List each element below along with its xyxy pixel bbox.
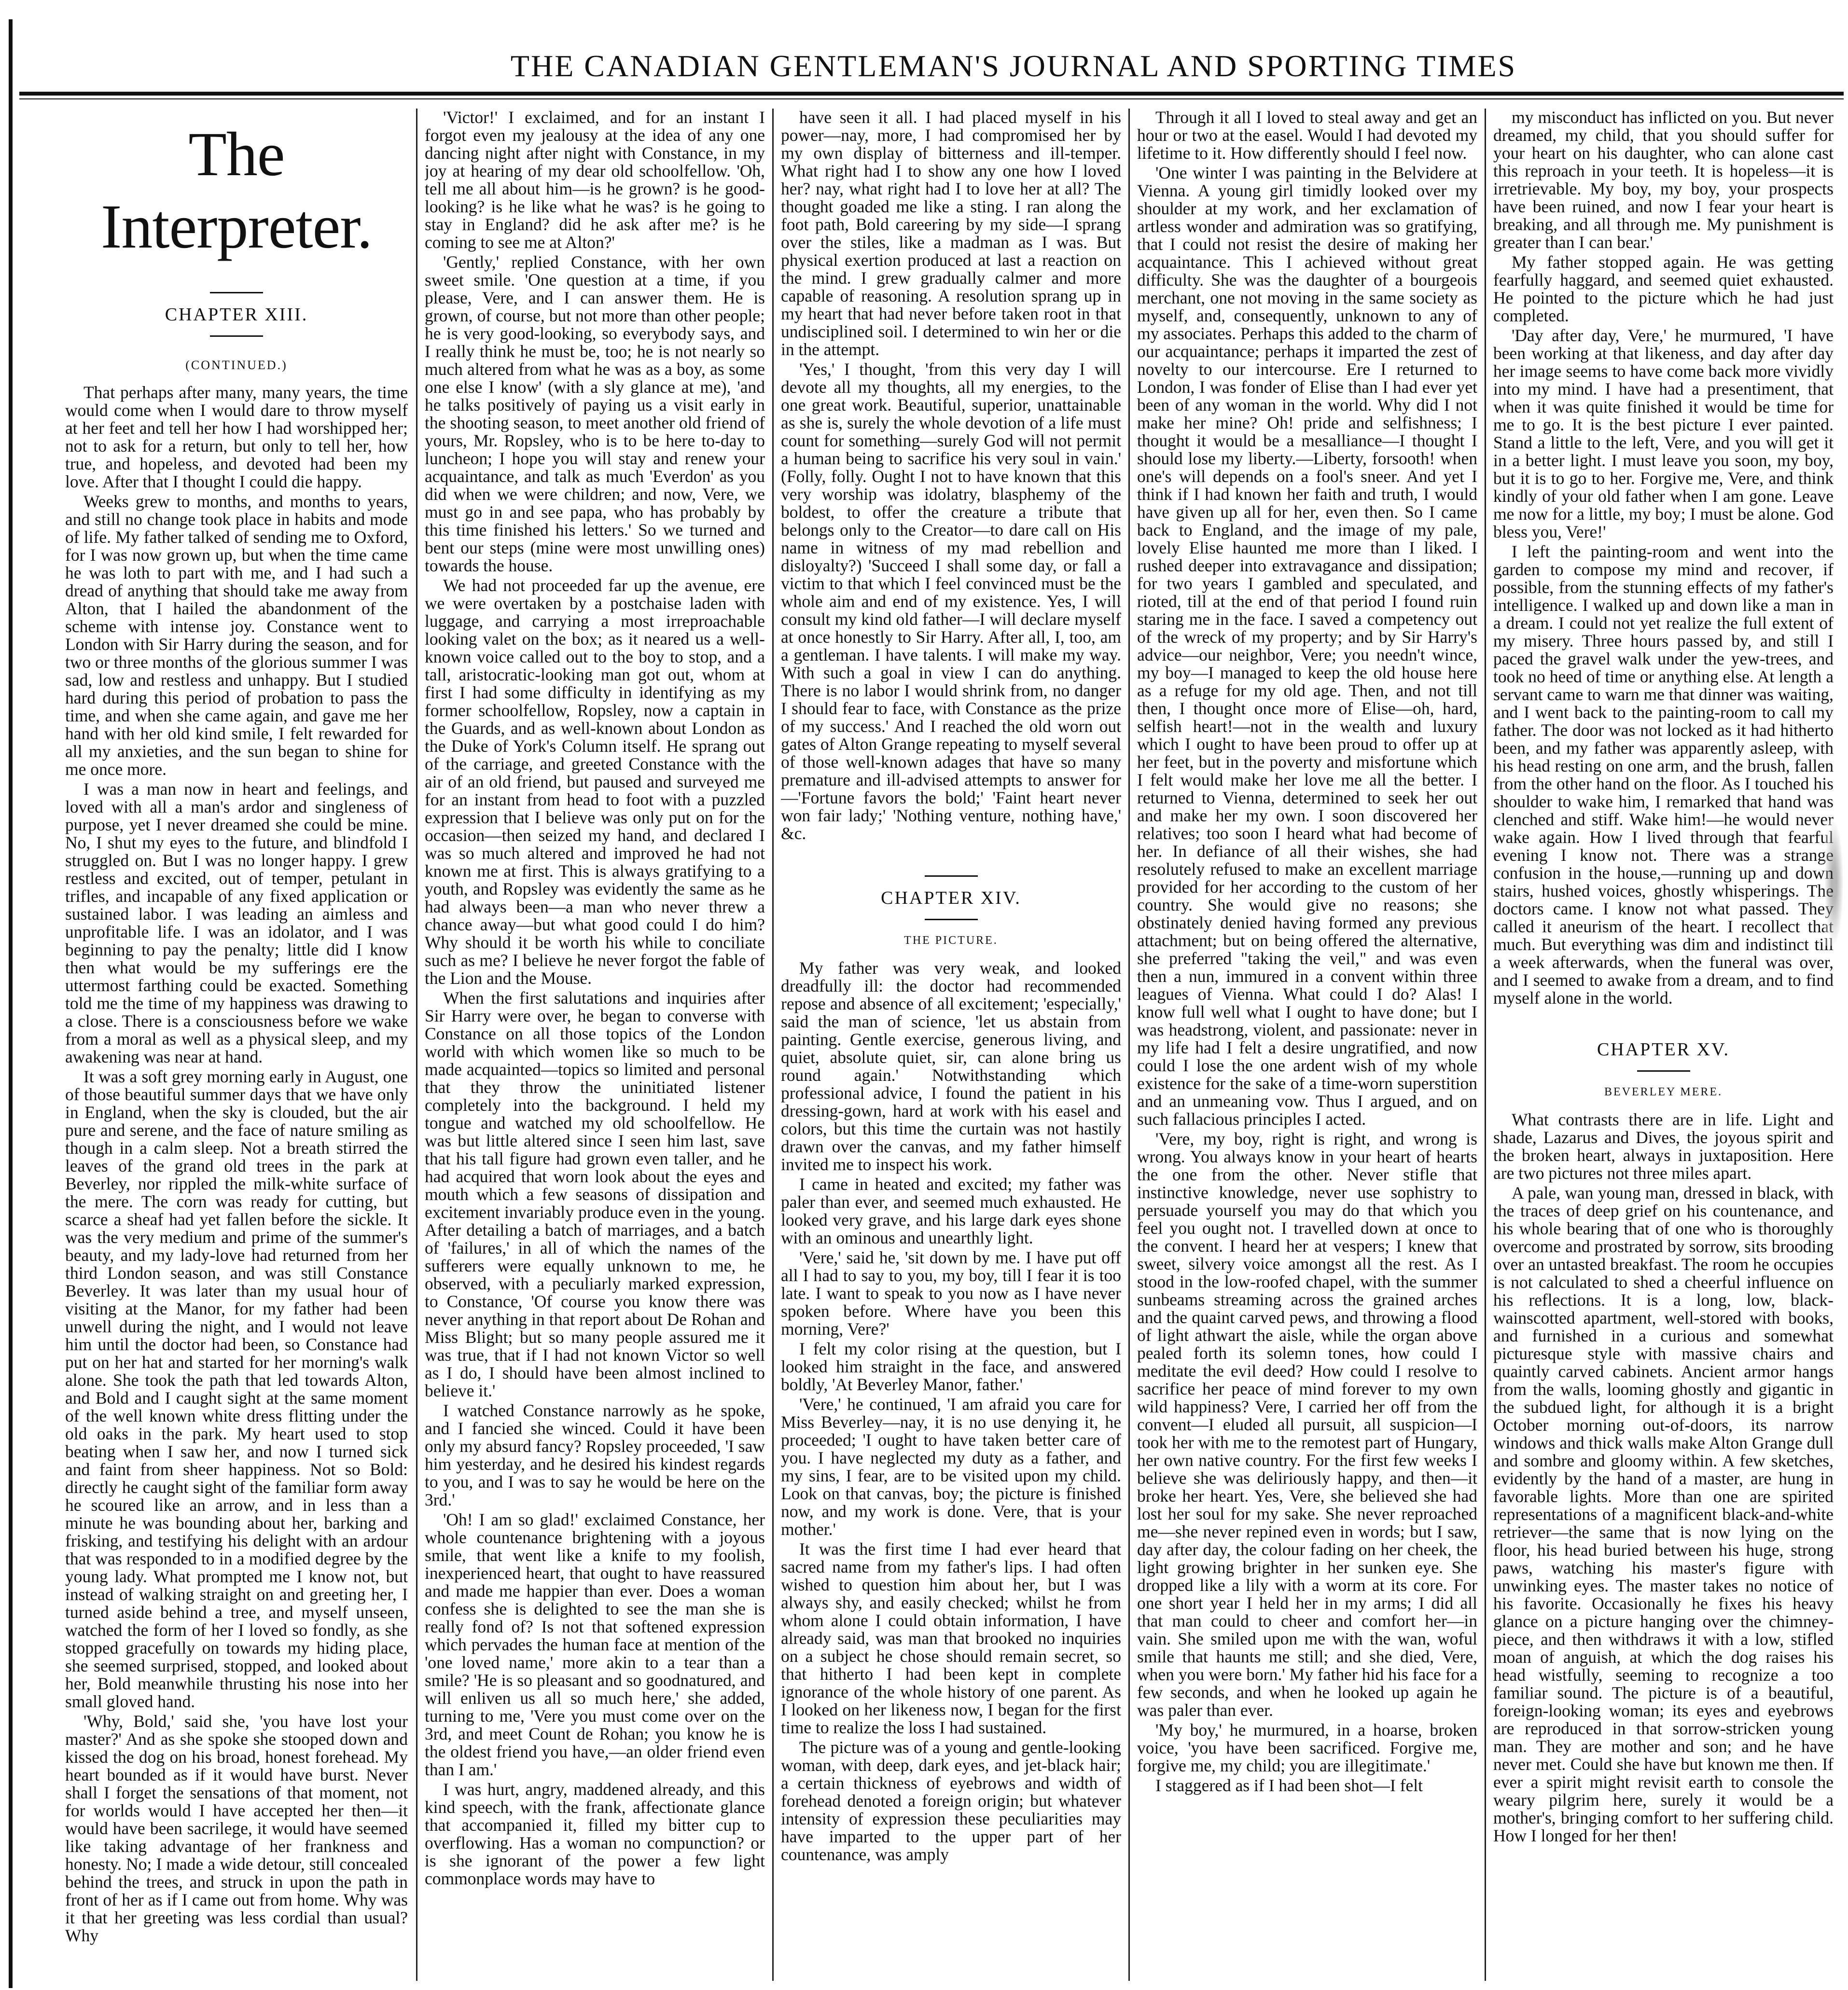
masthead-rule	[19, 92, 1844, 96]
paragraph: I staggered as if I had been shot—I felt	[1155, 1776, 1423, 1795]
scan-binding-mark	[1824, 820, 1844, 946]
column-5	[1493, 109, 1834, 1981]
paragraph: 'Oh! I am so glad!' exclaimed Constance, her whole countenance brightening with a joyous smile, that went like a knife to my foolish, inexperienced heart, that ought to have reassured and made me happier than ever. Does a woman confess she is delighted to see the man she is really fond of? Is not that softened expression which pervades the human face at mention of the 'one loved name,' more akin to a tear than a smile? 'He is so pleasant and so goodnatured, and will enliven us all so much here,' she added, turning to me, 'Vere you must come over on the 3rd, and meet Count de Rohan; you know he is the oldest friend you have,—an older friend even than I am.'	[425, 1510, 765, 1779]
column-1	[65, 109, 408, 1981]
masthead: THE CANADIAN GENTLEMAN'S JOURNAL AND SPORTING TIMES	[510, 49, 1517, 83]
divider	[210, 335, 263, 337]
paragraph: We had not proceeded far up the avenue, ere we were overtaken by a postchaise laden with luggage, and carrying a most irreproachable looking valet on the box; as it neared us a well-known voice called out to the boy to stop, and a tall, aristocratic-looking man got out, whom at first I had some difficulty in identifying as my former schoolfellow, Ropsley, now a captain in the Guards, and as well-known about London as the Duke of York's Column itself. He sprang out of the carriage, and greeted Constance with the air of an old friend, but paused and surveyed me for an instant from head to foot with a puzzled expression that I believe was only put on for the occasion—then seized my hand, and declared I was so much altered and improved he had not known me at first. This is always gratifying to a youth, and Ropsley was evidently the same as he had always been—a man who never threw a chance away—but what good could I do him? Why should it be worth his while to conciliate such as me? I believe he never forgot the fable of the Lion and the Mouse.	[425, 576, 765, 988]
column-2	[425, 109, 765, 1981]
paragraph: My father was very weak, and looked dreadfully ill: the doctor had recommended repose and absence of all excitement; 'especially,' said the man of science, 'let us abstain from painting. Gentle exercise, generous living, and quiet, absolute quiet, sir, can alone bring us round again.' Notwithstanding which professional advice, I found the patient in his dressing-gown, hard at work with his easel and colors, but this time the curtain was not hastily drawn over the canvas, and my father himself invited me to inspect his work.	[781, 958, 1121, 1174]
divider	[210, 292, 263, 293]
paragraph: 'Vere, my boy, right is right, and wrong is wrong. You always know in your heart of hearts the one from the other. Never stifle that instinctive knowledge, never use sophistry to persuade yourself you may do that which you feel you ought not. I travelled down at once to the convent. I heard her at vespers; I knew that sweet, silvery voice amongst all the rest. As I stood in the low-roofed chapel, with the summer sunbeams streaming across the grained arches and the quaint carved pews, and throwing a flood of light athwart the aisle, while the organ above pealed forth its solemn tones, how could I meditate the evil deed? How could I resolve to sacrifice her peace of mind forever to my own wild happiness? Vere, I carried her off from the convent—I eluded all pursuit, all suspicion—I took her with me to the remotest part of Hungary, her own native country. For the first few weeks I believe she was deliriously happy, and then—it broke her heart. Yes, Vere, she believed she had lost her soul for my sake. She never reproached me—she never repined even in words; but I saw, day after day, the colour fading on her cheek, the light growing brighter in her sunken eye. She dropped like a lily with a worm at its core. For one short year I held her in my arms; I did all that man could to cheer and comfort her—in vain. She smiled upon me with the wan, woful smile that haunts me still; and she died, Vere, when you were born.' My father hid his face for a few seconds, and when he looked up again he was paler than ever.	[1137, 1129, 1477, 1720]
page-left-border	[9, 19, 13, 1988]
paragraph: 'One winter I was painting in the Belvidere at Vienna. A young girl timidly looked over my shoulder at my work, and her exclamation of artless wonder and admiration was so gratifying, that I could not resist the desire of making her acquaintance. This I achieved without great difficulty. She was the daughter of a bourgeois merchant, one not moving in the same society as myself, and, consequently, unknown to any of my associates. Perhaps this added to the charm of our acquaintance; perhaps it imparted the zest of novelty to our intercourse. Ere I returned to London, I was fonder of Elise than I had ever yet been of any woman in the world. Why did I not make her mine? Oh! pride and selfishness; I thought it would be a mesalliance—I thought I should lose my liberty.—Liberty, forsooth! when one's will depends on a fool's sneer. And yet I think if I had known her faith and truth, I would have given up all for her, even then. So I came back to England, and the image of my pale, lovely Elise haunted me more than I liked. I rushed deeper into extravagance and dissipation; for two years I gambled and speculated, and rioted, till at the end of that period I found ruin staring me in the face. I saved a competency out of the wreck of my property; and by Sir Harry's advice—our neighbor, Vere; you needn't wince, my boy—I managed to keep the old house here as a refuge for my old age. Then, and not till then, I thought once more of Elise—oh, hard, selfish heart!—not in the wealth and luxury which I ought to have been proud to offer up at her feet, but in the poverty and misfortune which I felt would make her love me all the better. I returned to Vienna, determined to seek her out and make her my own. I soon discovered her relatives; too soon I heard what had become of her. In defiance of all their wishes, she had resolutely refused to make an excellent marriage provided for her according to the custom of her country. She would give no reasons; she obstinately denied having formed any previous attachment; but on being offered the alternative, she preferred "taking the veil," and was even then a nun, immured in a convent within three leagues of Vienna. What could I do? Alas! I know full well what I ought to have done; but I was headstrong, violent, and passionate: never in my life had I felt a desire ungratified, and now could I lose the one ardent wish of my whole existence for the sake of a time-worn superstition and an unmeaning vow. Thus I argued, and on such fallacious principles I acted.	[1137, 163, 1477, 1129]
divider	[925, 875, 978, 877]
paragraph: my misconduct has inflicted on you. But never dreamed, my child, that you should suffer for your heart on his daughter, who can alone cast this reproach in your teeth. It is hopeless—it is irretrievable. My boy, my boy, your prospects have been ruined, and now I fear your heart is breaking, and all through me. My punishment is greater than I can bear.'	[1493, 109, 1834, 252]
section-subhead: BEVERLEY MERE.	[1604, 1086, 1723, 1098]
section-subhead: THE PICTURE.	[904, 934, 998, 947]
paragraph: Weeks grew to months, and months to years, and still no change took place in habits and mode of life. My father talked of sending me to Oxford, for I was now grown up, but when the time came he was loth to part with me, and I had such a dread of anything that should take me away from Alton, that I hailed the abandonment of the scheme with intense joy. Constance went to London with Sir Harry during the season, and for two or three months of the glorious summer I was sad, low and restless and unhappy. But I studied hard during this period of probation to pass the time, and when she came again, and gave me her hand with her old kind smile, I felt rewarded for all my anxieties, and the sun began to shine for me once more.	[65, 492, 408, 779]
paragraph: It was the first time I had ever heard that sacred name from my father's lips. I had often wished to question him about her, but I was always shy, and easily checked; whilst he from whom alone I could obtain information, I have already said, was man that brooked no inquiries on a subject he chose should remain secret, so that hitherto I had been kept in complete ignorance of the whole history of one parent. As I looked on her likeness now, I began for the first time to realize the loss I had sustained.	[781, 1539, 1121, 1737]
story-title: The Interpreter.	[101, 120, 372, 262]
column-rule	[772, 109, 774, 1981]
paragraph: 'Vere,' he continued, 'I am afraid you care for Miss Beverley—nay, it is no use denying it, he proceeded; 'I ought to have taken better care of you. I have neglected my duty as a father, and my sins, I fear, are to be visited upon my child. Look on that canvas, boy; the picture is finished now, and my work is done. Vere, that is your mother.'	[781, 1395, 1121, 1539]
column-3	[781, 109, 1121, 1981]
paragraph: 'My boy,' he murmured, in a hoarse, broken voice, 'you have been sacrificed. Forgive me, forgive me, my child; you are illegitimate.'	[1137, 1720, 1477, 1775]
paragraph: When the first salutations and inquiries after Sir Harry were over, he began to converse with Constance on all those topics of the London world with which women like so much to be made acquainted—topics so limited and personal that they throw the uninitiated listener completely into the background. I held my tongue and watched my old schoolfellow. He was but little altered since I seen him last, save that his tall figure had grown even taller, and he had acquired that worn look about the eyes and mouth which a few seasons of dissipation and excitement invariably produce even in the young. After detailing a batch of marriages, and a batch of 'failures,' in all of which the names of the sufferers were equally unknown to me, he observed, with a peculiarly marked expression, to Constance, 'Of course you know there was never anything in that report about De Rohan and Miss Blight; but so many people assured me it was true, that if I had not known Victor so well as I do, I should have been almost inclined to believe it.'	[425, 988, 765, 1400]
divider	[925, 919, 978, 920]
paragraph: I felt my color rising at the question, but I looked him straight in the face, and answered boldly, 'At Beverley Manor, father.'	[781, 1339, 1121, 1394]
paragraph: 'Vere,' said he, 'sit down by me. I have put off all I had to say to you, my boy, till I fear it is too late. I want to speak to you now as I have never spoken before. Where have you been this morning, Vere?'	[781, 1248, 1121, 1339]
paragraph: Through it all I loved to steal away and get an hour or two at the easel. Would I had devoted my lifetime to it. How differently should I feel now.	[1137, 109, 1477, 163]
paragraph: I was hurt, angry, maddened already, and this kind speech, with the frank, affectionate glance that accompanied it, filled my bitter cup to overflowing. Has a woman no compunction? or is she ignorant of the power a few light commonplace words may have to	[425, 1780, 765, 1888]
paragraph: My father stopped again. He was getting fearfully haggard, and seemed quiet exhausted. He pointed to the picture which he had just completed.	[1493, 252, 1834, 325]
column-4	[1137, 109, 1477, 1981]
chapter-heading: CHAPTER XV.	[1597, 1039, 1730, 1060]
paragraph: have seen it all. I had placed myself in his power—nay, more, I had compromised her by my own display of bitterness and ill-temper. What right had I to show any one how I loved her? nay, what right had I to love her at all? The thought goaded me like a sting. I ran along the foot path, Bold careering by my side—I sprang over the stiles, like a madman as I was. But physical exertion produced at last a reaction on the mind. I grew gradually calmer and more capable of reasoning. A resolution sprang up in my heart that had never before taken root in that undisciplined soil. I determined to win her or die in the attempt.	[781, 109, 1121, 359]
paragraph: 'Victor!' I exclaimed, and for an instant I forgot even my jealousy at the idea of any one dancing night after night with Constance, in my joy at hearing of my dear old schoolfellow. 'Oh, tell me all about him—is he grown? is he good-looking? is he like what he was? is he going to stay in England? did he ask after me? is he coming to see me at Alton?'	[425, 109, 765, 252]
paragraph: I left the painting-room and went into the garden to compose my mind and recover, if possible, from the stunning effects of my father's intelligence. I walked up and down like a man in a dream. I could not yet realize the full extent of my misery. Three hours passed by, and still I paced the gravel walk under the yew-trees, and took no heed of time or anything else. At length a servant came to warn me that dinner was waiting, and I went back to the painting-room to call my father. The door was not locked as it had hitherto been, and my father was apparently asleep, with his head resting on one arm, and the brush, fallen from the other hand on the floor. As I touched his shoulder to wake him, I remarked that hand was clenched and stiff. Wake him!—he would never wake again. How I lived through that fearful evening I know not. There was a strange confusion in the house,—running up and down stairs, hushed voices, ghostly whisperings. The doctors came. I know not what passed. They called it aneurism of the heart. I recollect that much. But everything was dim and indistinct till a week afterwards, when the funeral was over, and I seemed to awake from a dream, and to find myself alone in the world.	[1493, 542, 1834, 1008]
paragraph: That perhaps after many, many years, the time would come when I would dare to throw myself at her feet and tell her how I had worshipped her; not to ask for a return, but only to tell her, how true, and hopeless, and devoted had been my love. After that I thought I could die happy.	[65, 383, 408, 491]
continued-label: (CONTINUED.)	[185, 358, 288, 372]
paragraph: I came in heated and excited; my father was paler than ever, and seemed much exhausted. He looked very grave, and his large dark eyes shone with an ominous and unearthly light.	[781, 1175, 1121, 1247]
paragraph: 'Day after day, Vere,' he murmured, 'I have been working at that likeness, and day after day her image seems to have come back more vividly into my mind. I have had a presentiment, that when it was quite finished it would be time for me to go. It is the best picture I ever painted. Stand a little to the left, Vere, and you will get it in a better light. I must leave you soon, my boy, but it is to go to her. Forgive me, Vere, and think kindly of your old father when I am gone. Leave me now for a little, my boy; I must be alone. God bless you, Vere!'	[1493, 326, 1834, 541]
chapter-heading: CHAPTER XIII.	[165, 304, 308, 325]
paragraph: 'Why, Bold,' said she, 'you have lost your master?' And as she spoke she stooped down and kissed the dog on his broad, honest forehead. My heart bounded as if it would have burst. Never shall I forget the sensations of that moment, not for worlds would I have accepted her then—it would have been sacrilege, it would have seemed like taking advantage of her frankness and honesty. No; I made a wide detour, still concealed behind the trees, and struck in upon the path in front of her as if I came out from home. Why was it that her greeting was less cordial than usual? Why	[65, 1712, 408, 1945]
column-rule	[1128, 109, 1130, 1981]
paragraph: The picture was of a young and gentle-looking woman, with deep, dark eyes, and jet-black hair; a certain thickness of eyebrows and width of forehead denoted a foreign origin; but whatever intensity of expression these peculiarities may have imparted to the upper part of her countenance, was amply	[781, 1738, 1121, 1864]
paragraph: 'Yes,' I thought, 'from this very day I will devote all my thoughts, all my energies, to the one great work. Beautiful, superior, unattainable as she is, surely the whole devotion of a life must count for something—surely God will not permit a human being to sacrifice his very soul in vain.' (Folly, folly. Ought I not to have known that this very worship was idolatry, blasphemy of the boldest, to offer the creature a tribute that belongs only to the Creator—to dare call on His name in witness of my mad rebellion and disloyalty?) 'Succeed I shall some day, or fall a victim to that which I feel convinced must be the whole aim and end of my existence. Yes, I will consult my kind old father—I will declare myself at once honestly to Sir Harry. After all, I, too, am a gentleman. I have talents. I will make my way. With such a goal in view I can do anything. There is no labor I would shrink from, no danger I should fear to face, with Constance as the prize of my success.' And I reached the old worn out gates of Alton Grange repeating to myself several of those well-known adages that have so many premature and ill-advised attempts to answer for—'Fortune favors the bold;' 'Faint heart never won fair lady;' 'Nothing venture, nothing have,' &c.	[781, 359, 1121, 843]
paragraph: I was a man now in heart and feelings, and loved with all a man's ardor and singleness of purpose, yet I never dreamed she could be mine. No, I shut my eyes to the future, and blindfold I struggled on. But I was no longer happy. I grew restless and excited, out of temper, petulant in trifles, and incapable of any fixed application or sustained labor. I was leading an aimless and unprofitable life. I was an idolator, and I was beginning to pay the penalty; little did I know then what would be my sufferings ere the uttermost farthing could be exacted. Something told me the time of my happiness was drawing to a close. There is a consciousness before we wake from a moral as well as a physical sleep, and my awakening was near at hand.	[65, 779, 408, 1066]
paragraph: A pale, wan young man, dressed in black, with the traces of deep grief on his countenance, and his whole bearing that of one who is thoroughly overcome and prostrated by sorrow, sits brooding over an untasted breakfast. The room he occupies is not calculated to shed a cheerful influence on his reflections. It is a long, low, black-wainscotted apartment, well-stored with books, and furnished in a curious and somewhat picturesque style with massive chairs and quaintly carved cabinets. Ancient armor hangs from the walls, looming ghostly and gigantic in the subdued light, for although it is a bright October morning out-of-doors, its narrow windows and thick walls make Alton Grange dull and sombre and gloomy within. A few sketches, evidently by the hand of a master, are hung in favorable lights. More than one are spirited representations of a magnificent black-and-white retriever—the same that is now lying on the floor, his head buried between his huge, strong paws, watching his master's figure with unwinking eyes. The master takes no notice of his favorite. Occasionally he fixes his heavy glance on a picture hanging over the chimney-piece, and then withdraws it with a low, stifled moan of anguish, at which the dog raises his head wistfully, seeming to recognize a too familiar sound. The picture is of a beautiful, foreign-looking woman; its eyes and eyebrows are reproduced in that sorrow-stricken young man. They are mother and son; and he have never met. Could she have but known me then. If ever a spirit might revisit earth to console the weary pilgrim here, surely it would be a mother's, bringing comfort to her suffering child. How I longed for her then!	[1493, 1183, 1834, 1845]
divider	[1637, 1070, 1690, 1072]
column-rule	[1485, 109, 1486, 1981]
chapter-heading: CHAPTER XIV.	[881, 888, 1021, 908]
column-rule	[416, 109, 417, 1981]
paragraph: It was a soft grey morning early in August, one of those beautiful summer days that we have only in England, when the sky is clouded, but the air pure and serene, and the face of nature smiling as though in a calm sleep. Not a breath stirred the leaves of the grand old trees in the park at Beverley, nor rippled the milk-white surface of the mere. The corn was ready for cutting, but scarce a sheaf had yet fallen before the sickle. It was the very medium and prime of the summer's beauty, and my lady-love had returned from her third London season, and was still Constance Beverley. It was later than my usual hour of visiting at the Manor, for my father had been unwell during the night, and I would not leave him until the doctor had been, so Constance had put on her hat and started for her morning's walk alone. She took the path that led towards Alton, and Bold and I caught sight at the same moment of the well known white dress flitting under the old oaks in the park. My heart used to stop beating when I saw her, and now I turned sick and faint from sheer happiness. Not so Bold: directly he caught sight of the familiar form away he scoured like an arrow, and in less than a minute he was bounding about her, barking and frisking, and testifying his delight with an ardour that was responded to in a modified degree by the young lady. What prompted me I know not, but instead of walking straight on and greeting her, I turned aside behind a tree, and myself unseen, watched the form of her I loved so fondly, as she stopped gracefully on towards my hiding place, she seemed surprised, stopped, and looked about her, Bold meanwhile thrusting his nose into her small gloved hand.	[65, 1067, 408, 1711]
paragraph: What contrasts there are in life. Light and shade, Lazarus and Dives, the joyous spirit and the broken heart, always in juxtaposition. Here are two pictures not three miles apart.	[1493, 1110, 1834, 1183]
paragraph: I watched Constance narrowly as he spoke, and I fancied she winced. Could it have been only my absurd fancy? Ropsley proceeded, 'I saw him yesterday, and he desired his kindest regards to you, and I was to say he would be here on the 3rd.'	[425, 1401, 765, 1509]
masthead-rule-thin	[19, 98, 1844, 99]
paragraph: 'Gently,' replied Constance, with her own sweet smile. 'One question at a time, if you please, Vere, and I can answer them. He is grown, of course, but not more than other people; he is very good-looking, so everybody says, and I really think he must be, too; he is not nearly so much altered from what he was as a boy, as some one else I know' (with a sly glance at me), 'and he talks positively of paying us a visit early in the shooting season, to meet another old friend of yours, Mr. Ropsley, who is to be here to-day to luncheon; I hope you will stay and renew your acquaintance, and talk as much 'Everdon' as you did when we were children; and now, Vere, we must go in and see papa, who has probably by this time finished his letters.' So we turned and bent our steps (mine were most unwilling ones) towards the house.	[425, 252, 765, 575]
